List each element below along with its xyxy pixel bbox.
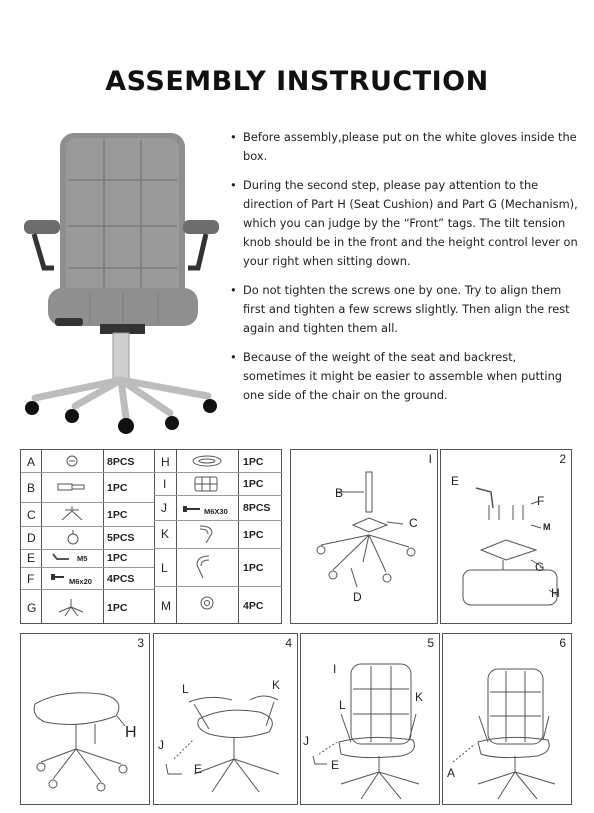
label-k: K [272,678,281,692]
step-number: I [428,452,432,466]
label-b: B [335,486,344,500]
seat-cushion-icon [191,454,223,468]
screw-icon [51,573,65,581]
backrest-icon [193,475,219,493]
label-e: E [194,762,203,776]
part-letter: F [27,572,35,586]
armrest-left-icon [193,553,215,581]
washer-icon [199,595,215,611]
label-a: A [447,766,456,780]
step-6-panel [442,633,572,805]
label-d: D [353,590,362,604]
label-k: K [415,690,424,704]
note-item: • Before assembly,please put on the white gloves inside the box. [230,130,577,163]
label-j: J [303,734,309,748]
mechanism-icon [59,505,85,523]
long-screw-icon [183,505,201,513]
label-l: L [339,698,346,712]
allen-key-icon [51,551,73,563]
label-m: M [543,522,551,532]
part-qty: 4PC [243,600,264,612]
part-qty: 8PCS [243,502,271,514]
step-number: 3 [137,636,144,650]
office-chair-image [20,128,220,438]
assembly-notes [230,128,582,415]
step-number: 6 [559,636,566,650]
part-letter: K [161,527,170,541]
page-title: ASSEMBLY INSTRUCTION [105,66,489,97]
caster-icon [65,529,81,545]
part-qty: 1PC [107,509,128,521]
part-qty: 1PC [107,552,128,564]
label-i: I [333,662,337,676]
part-letter: L [161,561,168,575]
part-letter: J [161,501,167,515]
part-qty: 1PC [107,482,128,494]
note-item: • Because of the weight of the seat and backrest, sometimes it might be easier to assemble when putting one side of the chair on the ground. [230,350,563,402]
label-h: H [125,724,137,741]
star-base-icon [57,597,85,617]
note-item: • Do not tighten the screws one by one. Try to align them first and tighten a few screws slightly. Then align the rest again and tighten them all. [230,283,570,335]
part-qty: 8PCS [107,456,135,468]
part-qty: 1PC [243,456,264,468]
label-g: G [535,560,545,574]
step-number: 4 [285,636,292,650]
label-h: H [551,586,560,600]
caster-wheel-icon [65,454,79,468]
part-qty: 4PCS [107,573,135,585]
label-f: F [537,494,545,508]
part-letter: G [27,601,37,615]
step-5-panel [300,633,440,805]
note-item: • During the second step, please pay attention to the direction of Part H (Seat Cushion) and Part G (Mechanism), which you can judge by the “Front” tags. The tilt tension knob should be in the front and the height control lever on your right when sitting down. [230,178,578,268]
label-l: L [182,682,189,696]
step-2-panel [440,449,572,624]
part-qty: 1PC [107,602,128,614]
part-qty: 1PC [243,478,264,490]
part-letter: A [27,455,36,469]
step-number: 2 [559,452,566,466]
part-spec: M6X30 [204,507,228,516]
armrest-right-icon [196,523,216,545]
gas-cylinder-icon [57,482,87,492]
label-e: E [451,474,460,488]
part-qty: 1PC [243,529,264,541]
step-4-panel [153,633,298,805]
part-spec: M6x20 [69,577,92,586]
part-letter: I [163,477,167,491]
label-c: C [409,516,418,530]
label-j: J [158,738,164,752]
part-letter: H [161,455,170,469]
part-letter: B [27,481,36,495]
part-qty: 5PCS [107,532,135,544]
part-letter: M [161,599,171,613]
part-letter: E [27,551,36,565]
part-qty: 1PC [243,562,264,574]
parts-list-table [20,449,282,624]
step-1-panel [290,449,438,624]
part-letter: C [27,508,36,522]
part-spec: M5 [77,554,88,563]
step-3-panel [20,633,150,805]
step-number: 5 [427,636,434,650]
part-letter: D [27,531,36,545]
label-e: E [331,758,340,772]
